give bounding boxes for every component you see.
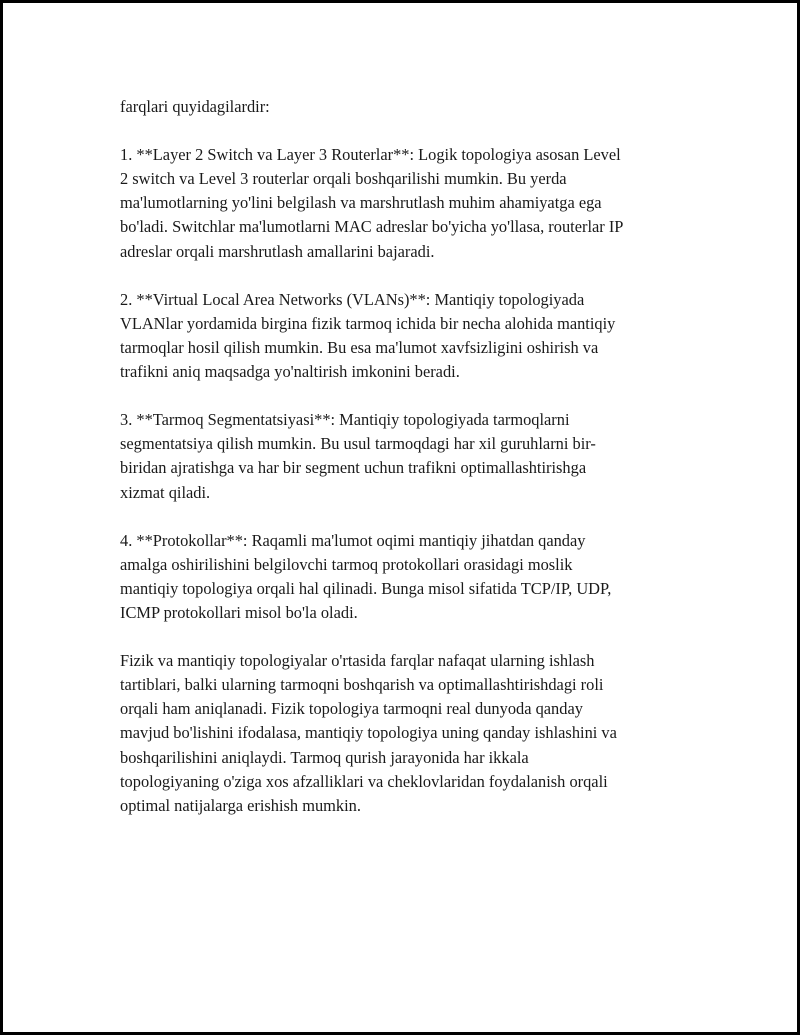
text-line: mantiqiy topologiya orqali hal qilinadi. Bunga misol sifatida TCP/IP, UDP, — [120, 578, 612, 598]
paragraph-vlans — [120, 288, 690, 384]
text-line: 3. **Tarmoq Segmentatsiyasi**: Mantiqiy topologiyada tarmoqlarni — [120, 410, 570, 430]
paragraph-intro — [120, 95, 690, 119]
text-line: boshqarilishini aniqlaydi. Tarmoq qurish jarayonida har ikkala — [120, 747, 529, 767]
paragraph-layer-switch-router — [120, 143, 690, 263]
text-line: 4. **Protokollar**: Raqamli ma'lumot oqimi mantiqiy jihatdan qanday — [120, 530, 586, 550]
text-line: adreslar orqali marshrutlash amallarini bajaradi. — [120, 241, 435, 261]
text-line: 2 switch va Level 3 routerlar orqali boshqarilishi mumkin. Bu yerda — [120, 169, 567, 189]
paragraph-conclusion — [120, 649, 690, 818]
text-line: ICMP protokollari misol bo'la oladi. — [120, 602, 358, 622]
text-line: 2. **Virtual Local Area Networks (VLANs)**: Mantiqiy topologiyada — [120, 289, 585, 309]
text-line: xizmat qiladi. — [120, 482, 211, 502]
text-line: tartiblari, balki ularning tarmoqni boshqarish va optimallashtirishdagi roli — [120, 675, 604, 695]
document-body — [120, 95, 690, 842]
text-line: orqali ham aniqlanadi. Fizik topologiya tarmoqni real dunyoda qanday — [120, 699, 583, 719]
text-line: optimal natijalarga erishish mumkin. — [120, 795, 361, 815]
text-line: VLANlar yordamida birgina fizik tarmoq ichida bir necha alohida mantiqiy — [120, 313, 616, 333]
text-line: topologiyaning o'ziga xos afzalliklari va cheklovlaridan foydalanish orqali — [120, 771, 608, 791]
text-line: tarmoqlar hosil qilish mumkin. Bu esa ma'lumot xavfsizligini oshirish va — [120, 337, 599, 357]
paragraph-segmentation — [120, 408, 690, 504]
text-line: 1. **Layer 2 Switch va Layer 3 Routerlar**: Logik topologiya asosan Level — [120, 145, 621, 165]
text-line: amalga oshirilishini belgilovchi tarmoq protokollari orasidagi moslik — [120, 554, 573, 574]
text-line: bo'ladi. Switchlar ma'lumotlarni MAC adreslar bo'yicha yo'llasa, routerlar IP — [120, 217, 624, 237]
text-line: trafikni aniq maqsadga yo'naltirish imkonini beradi. — [120, 362, 460, 382]
paragraph-protocols — [120, 529, 690, 625]
text-line: mavjud bo'lishini ifodalasa, mantiqiy topologiya uning qanday ishlashini va — [120, 723, 617, 743]
text-line: segmentatsiya qilish mumkin. Bu usul tarmoqdagi har xil guruhlarni bir- — [120, 434, 596, 454]
text-line: farqlari quyidagilardir: — [120, 97, 270, 116]
text-line: biridan ajratishga va har bir segment uchun trafikni optimallashtirishga — [120, 458, 587, 478]
text-line: ma'lumotlarning yo'lini belgilash va marshrutlash muhim ahamiyatga ega — [120, 193, 602, 213]
text-line: Fizik va mantiqiy topologiyalar o'rtasida farqlar nafaqat ularning ishlash — [120, 651, 595, 671]
